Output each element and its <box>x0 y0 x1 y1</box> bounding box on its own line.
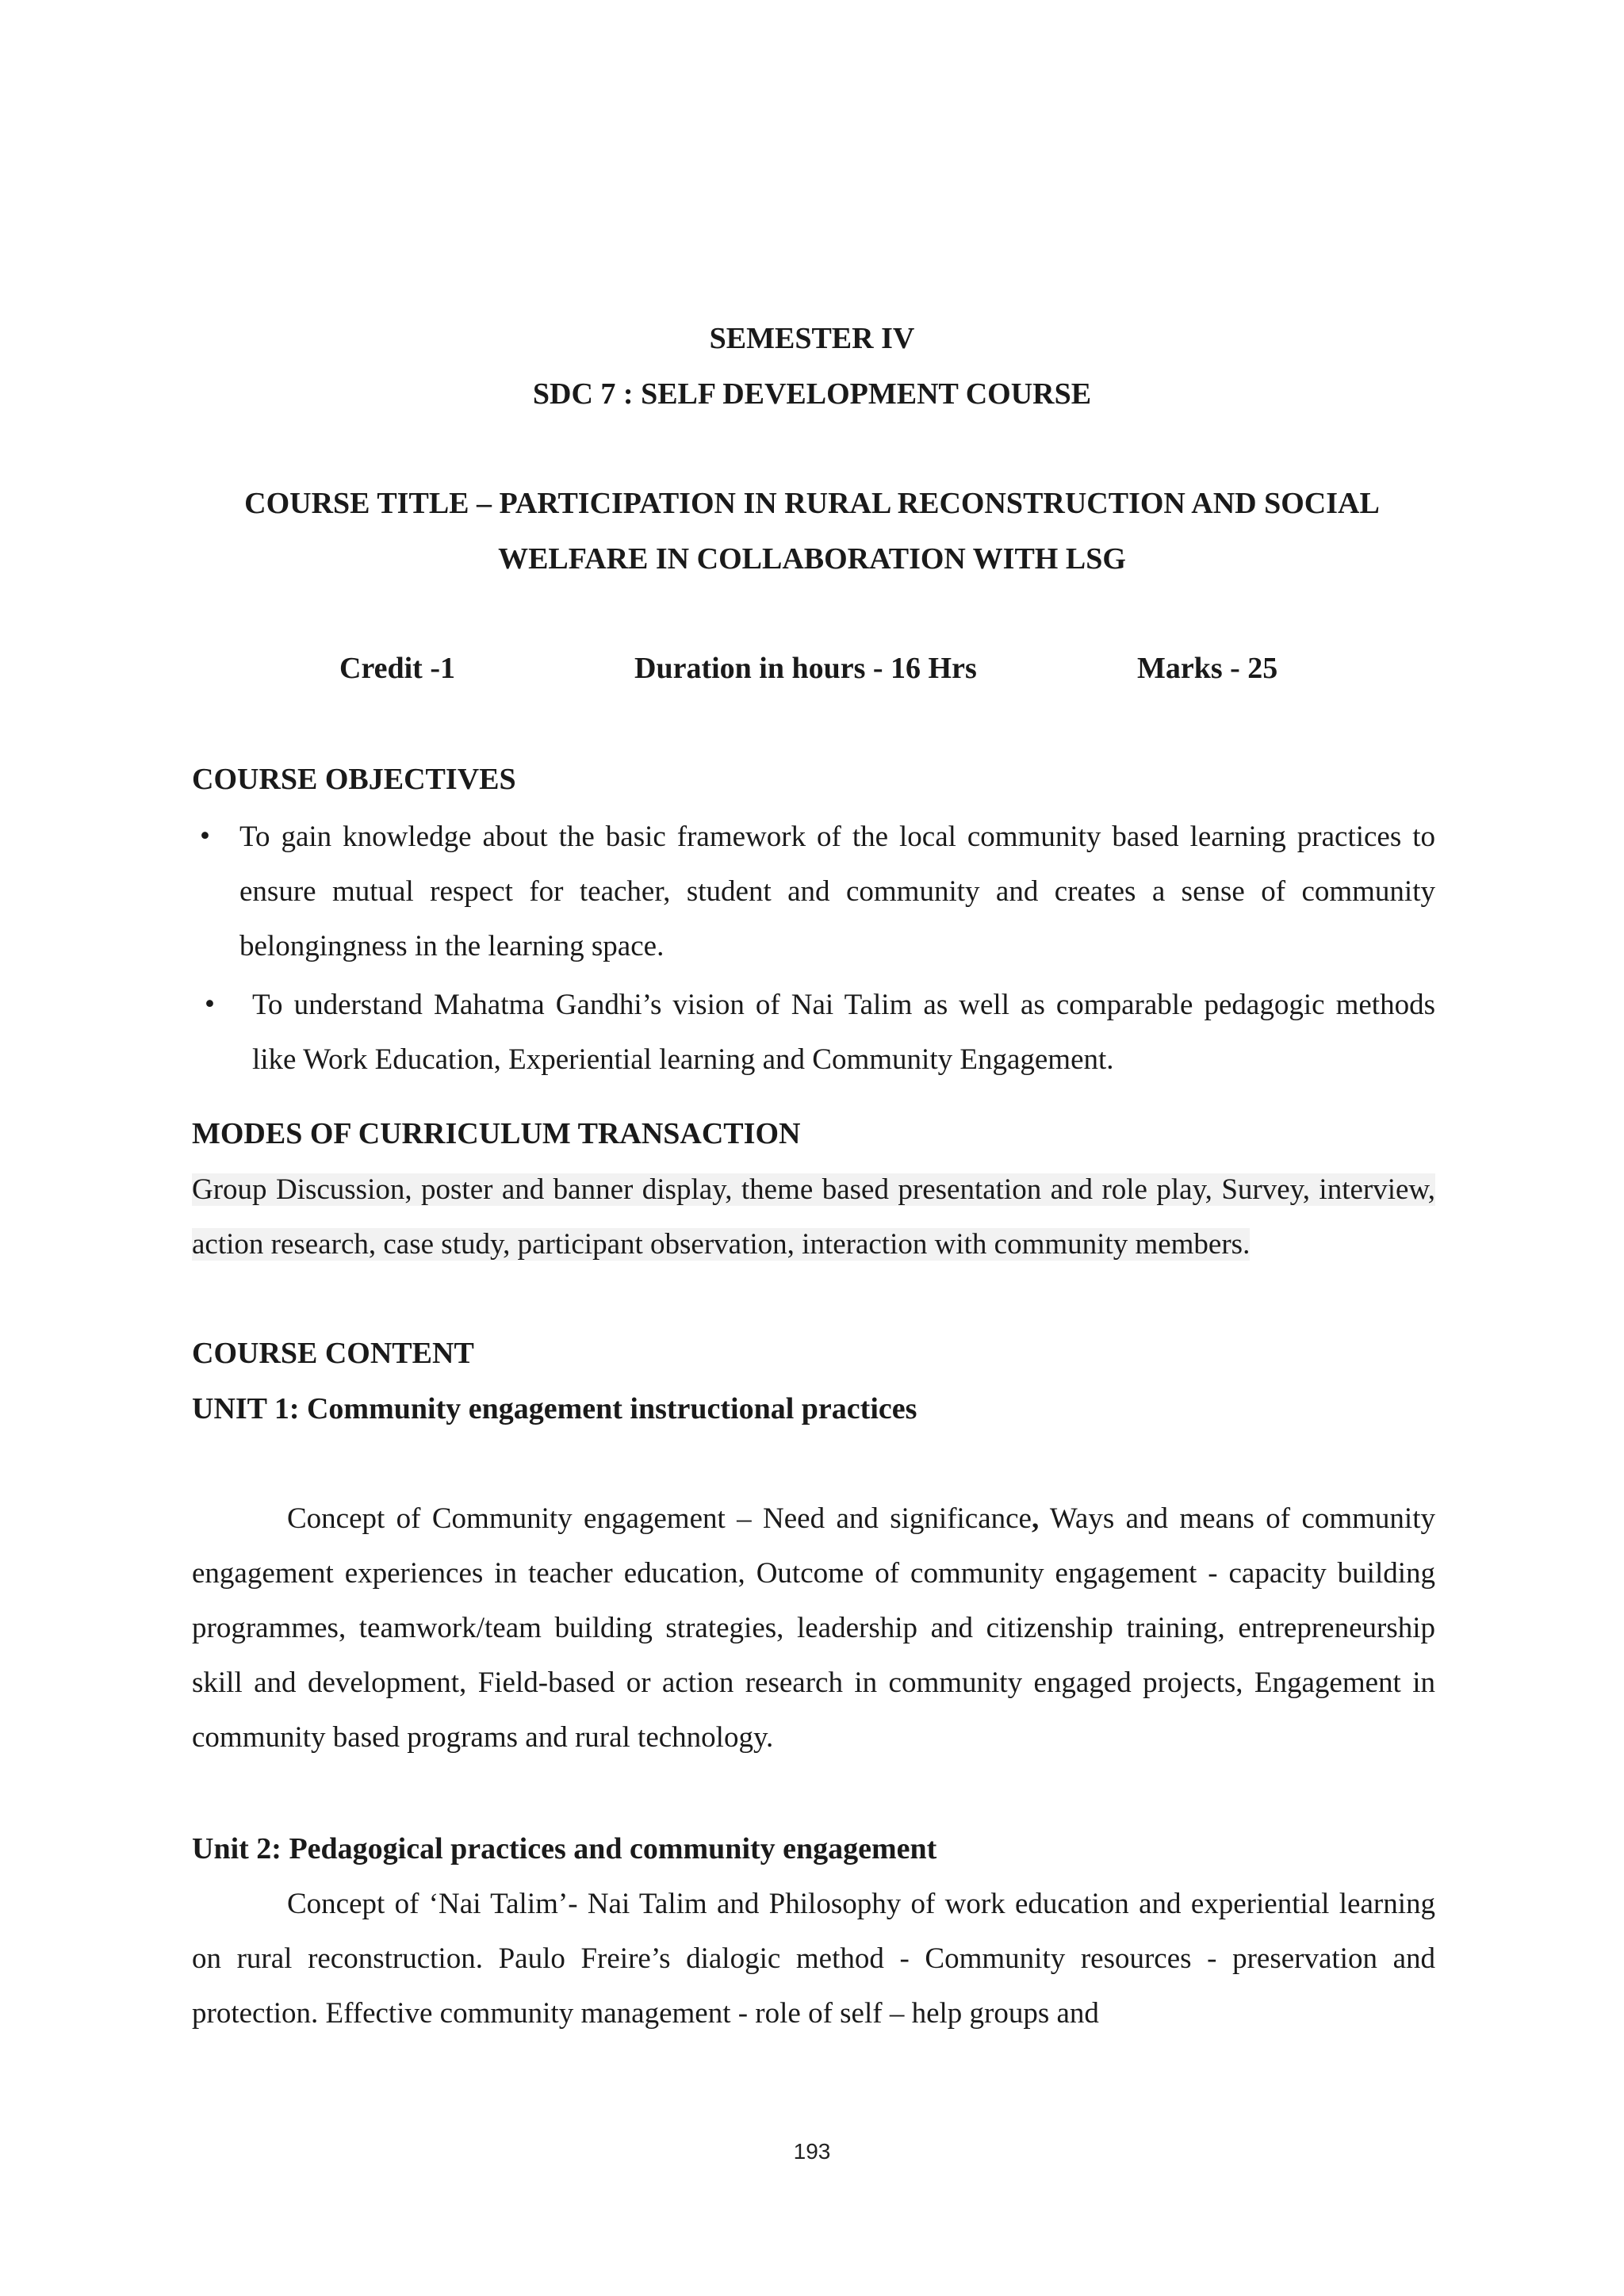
objective-item-1: To gain knowledge about the basic framework of the local community based learning practices to ensure mutual respect for teacher, student and community and creates a sense of community belongingness in the learning space. <box>239 821 1435 962</box>
credit-label: Credit -1 <box>339 652 455 685</box>
unit-1-text-b: Ways and means of community engagement experiences in teacher education, Outcome of community engagement - capacity building programmes, teamwork/team building strategies, leadership and citizenship training, entrepreneurship skill and development, Field-based or action research in community engaged projects, Engagement in community based programs and rural technology. <box>192 1502 1435 1754</box>
marks-label: Marks - 25 <box>1137 652 1278 685</box>
unit-1-text <box>192 1491 1435 1765</box>
course-code-heading: SDC 7 : SELF DEVELOPMENT COURSE <box>532 377 1092 411</box>
objectives-heading: COURSE OBJECTIVES <box>192 763 516 796</box>
unit-2-heading: Unit 2: Pedagogical practices and community engagement <box>192 1832 937 1866</box>
course-content-heading: COURSE CONTENT <box>192 1337 474 1370</box>
unit-2-text: Concept of ‘Nai Talim’- Nai Talim and Philosophy of work education and experiential learning on rural reconstruction. Paulo Freire’s dialogic method - Community resources - preservation and protection. Effective community management - role of self – help groups and <box>192 1888 1435 2030</box>
modes-text-content: Group Discussion, poster and banner display, theme based presentation and role play, Survey, interview, action research, case study, participant observation, interaction with community members. <box>192 1173 1435 1261</box>
course-title-line-1: COURSE TITLE – PARTICIPATION IN RURAL RECONSTRUCTION AND SOCIAL <box>244 487 1380 520</box>
unit-1-heading: UNIT 1: Community engagement instructional practices <box>192 1392 917 1425</box>
modes-text <box>192 1162 1435 1272</box>
objective-item-2: To understand Mahatma Gandhi’s vision of Nai Talim as well as comparable pedagogic methods like Work Education, Experiential learning and Community Engagement. <box>252 989 1435 1076</box>
duration-label: Duration in hours - 16 Hrs <box>634 652 977 685</box>
page-number: 193 <box>793 2139 831 2164</box>
bullet-dot-1: • <box>200 820 210 852</box>
modes-heading: MODES OF CURRICULUM TRANSACTION <box>192 1117 801 1150</box>
semester-heading: SEMESTER IV <box>709 322 915 355</box>
course-title-line-2: WELFARE IN COLLABORATION WITH LSG <box>498 542 1126 576</box>
unit-1-text-a: Concept of Community engagement – Need and significance <box>287 1502 1032 1535</box>
unit-1-text-comma: , <box>1031 1502 1040 1535</box>
bullet-dot-2: • <box>205 988 215 1020</box>
